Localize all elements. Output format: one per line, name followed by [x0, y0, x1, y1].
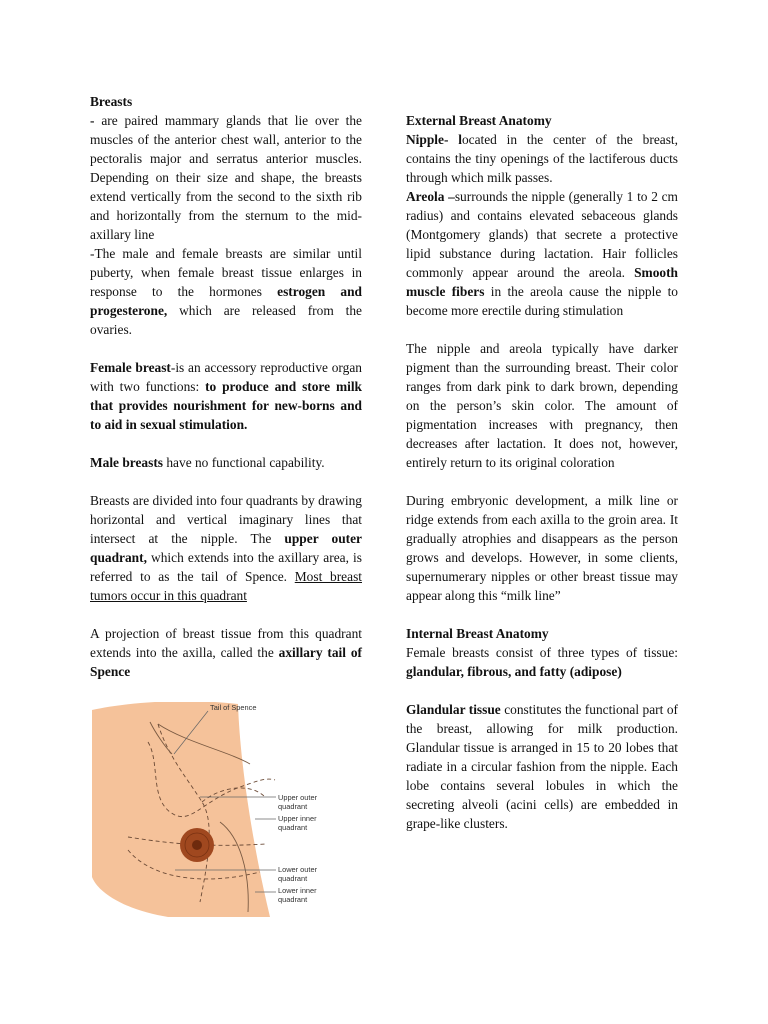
label-lower-outer-1: Lower outer [278, 865, 318, 874]
label-lower-inner-2: quadrant [278, 895, 308, 904]
label-tail-of-spence: Tail of Spence [210, 703, 257, 712]
breasts-definition: - are paired mammary glands that lie over the muscles of the anterior chest wall, anterior to the pectoralis major and serratus anterior muscles. Depending on their size and shape, the breasts extend vertically from the second to the sixth rib and horizontally from the sternum to the mid-axillary line [90, 113, 362, 242]
breasts-heading: Breasts [90, 94, 133, 109]
label-upper-inner-1: Upper inner [278, 814, 317, 823]
label-upper-inner-2: quadrant [278, 823, 308, 832]
label-upper-outer-1: Upper outer [278, 793, 318, 802]
label-lower-inner-1: Lower inner [278, 886, 317, 895]
nipple [192, 840, 202, 850]
external-anatomy-heading: External Breast Anatomy [406, 113, 552, 128]
breast-outline [92, 702, 270, 917]
puberty-paragraph: -The male and female breasts are similar until puberty, when female breast tissue enlarges in response to the hormones estrogen and progesterone, which are released from the ovaries. [90, 246, 362, 337]
left-column [90, 92, 362, 681]
internal-anatomy-heading: Internal Breast Anatomy [406, 626, 549, 641]
male-breasts-paragraph: Male breasts have no functional capability. [90, 455, 325, 470]
glandular-tissue-paragraph: Glandular tissue constitutes the functional part of the breast, allowing for milk production. Glandular tissue is arranged in 15 to 20 lobes that radiate in a circular fashion from the nipple. Each lobe contains several lobules in which the secreting alveoli (acini cells) are embedded in grape-like clusters. [406, 702, 678, 831]
pigment-paragraph: The nipple and areola typically have darker pigment than the surrounding breast. Their color ranges from dark pink to dark brown, depending on the person’s skin color. The amount of pigmentation increases with pregnancy, then decreases after lactation. It does not, however, entirely return to its original coloration [406, 341, 678, 470]
tail-of-spence-paragraph: A projection of breast tissue from this quadrant extends into the axilla, called the axillary tail of Spence [90, 626, 362, 679]
breast-quadrant-diagram [90, 702, 350, 917]
female-breast-paragraph: Female breast-is an accessory reproductive organ with two functions: to produce and store milk that provides nourishment for new-borns and to aid in sexual stimulation. [90, 360, 362, 432]
label-upper-outer-2: quadrant [278, 802, 308, 811]
nipple-paragraph: Nipple- located in the center of the breast, contains the tiny openings of the lactiferous ducts through which milk passes. [406, 132, 678, 185]
tissue-types-paragraph: Female breasts consist of three types of tissue: glandular, fibrous, and fatty (adipose) [406, 645, 678, 679]
areola-paragraph: Areola –surrounds the nipple (generally 1 to 2 cm radius) and contains elevated sebaceous glands (Montgomery glands) that secrete a protective lipid substance during lactation. Hair follicles commonly appear around the areola. Smooth muscle fibers in the areola cause the nipple to become more erectile during stimulation [406, 189, 678, 318]
quadrants-paragraph: Breasts are divided into four quadrants by drawing horizontal and vertical imaginary lines that intersect at the nipple. The upper outer quadrant, which extends into the axillary area, is referred to as the tail of Spence. Most breast tumors occur in this quadrant [90, 493, 363, 603]
right-column [406, 111, 678, 833]
milk-line-paragraph: During embryonic development, a milk line or ridge extends from each axilla to the groin area. It gradually atrophies and disappears as the person grows and develops. However, in some clients, supernumerary nipples or other breast tissue may appear along this “milk line” [406, 493, 678, 603]
label-lower-outer-2: quadrant [278, 874, 308, 883]
